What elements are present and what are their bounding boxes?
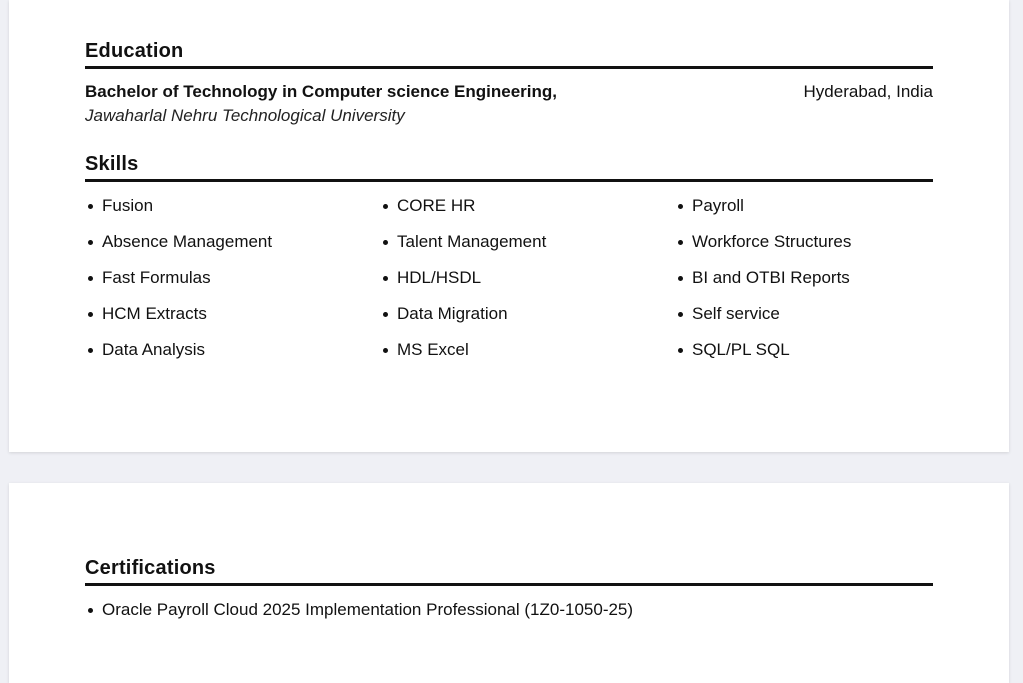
education-location: Hyderabad, India (803, 82, 933, 101)
bullet-icon (678, 204, 683, 209)
skill-label: Talent Management (397, 232, 547, 251)
bullet-icon (383, 276, 388, 281)
skill-label: Workforce Structures (692, 232, 852, 251)
bullet-icon (383, 312, 388, 317)
skills-list (85, 194, 933, 362)
skill-label: Absence Management (102, 232, 273, 251)
skill-label: Payroll (692, 196, 744, 215)
skill-item (380, 266, 675, 290)
bullet-icon (678, 240, 683, 245)
skill-label: Data Analysis (102, 340, 205, 359)
resume-page-2 (9, 483, 1009, 683)
skill-label: MS Excel (397, 340, 469, 359)
bullet-icon (678, 348, 683, 353)
skill-item (380, 194, 675, 218)
education-heading: Education (85, 39, 933, 69)
bullet-icon (678, 276, 683, 281)
skill-label: BI and OTBI Reports (692, 268, 850, 287)
skill-item (675, 194, 933, 218)
degree-text: Bachelor of Technology in Computer science Engineering, (85, 82, 557, 101)
skill-label: Fast Formulas (102, 268, 211, 287)
skill-label: HCM Extracts (102, 304, 207, 323)
certification-item (85, 598, 933, 622)
school-text: Jawaharlal Nehru Technological University (85, 106, 405, 125)
bullet-icon (88, 204, 93, 209)
bullet-icon (383, 240, 388, 245)
skill-item (85, 338, 380, 362)
bullet-icon (88, 348, 93, 353)
skill-item (85, 302, 380, 326)
bullet-icon (88, 276, 93, 281)
skill-label: Data Migration (397, 304, 508, 323)
skill-item (675, 266, 933, 290)
bullet-icon (678, 312, 683, 317)
skills-heading: Skills (85, 152, 933, 182)
bullet-icon (383, 348, 388, 353)
certification-label: Oracle Payroll Cloud 2025 Implementation Professional (1Z0-1050-25) (102, 600, 634, 619)
skill-item (380, 338, 675, 362)
skill-item (85, 194, 380, 218)
bullet-icon (88, 608, 93, 613)
skill-item (675, 338, 933, 362)
bullet-icon (88, 312, 93, 317)
bullet-icon (88, 240, 93, 245)
skill-item (675, 302, 933, 326)
skills-section (85, 152, 933, 362)
skill-item (380, 302, 675, 326)
skill-label: HDL/HSDL (397, 268, 482, 287)
skill-item (675, 230, 933, 254)
certifications-heading: Certifications (85, 556, 933, 586)
skill-item (85, 230, 380, 254)
resume-page-1 (9, 0, 1009, 452)
skill-label: CORE HR (397, 196, 476, 215)
skill-label: Fusion (102, 196, 154, 215)
skill-item (380, 230, 675, 254)
certifications-section (85, 556, 933, 622)
skill-label: SQL/PL SQL (692, 340, 790, 359)
education-entry (85, 80, 933, 128)
skill-item (85, 266, 380, 290)
skill-label: Self service (692, 304, 780, 323)
education-section (85, 39, 933, 128)
bullet-icon (383, 204, 388, 209)
